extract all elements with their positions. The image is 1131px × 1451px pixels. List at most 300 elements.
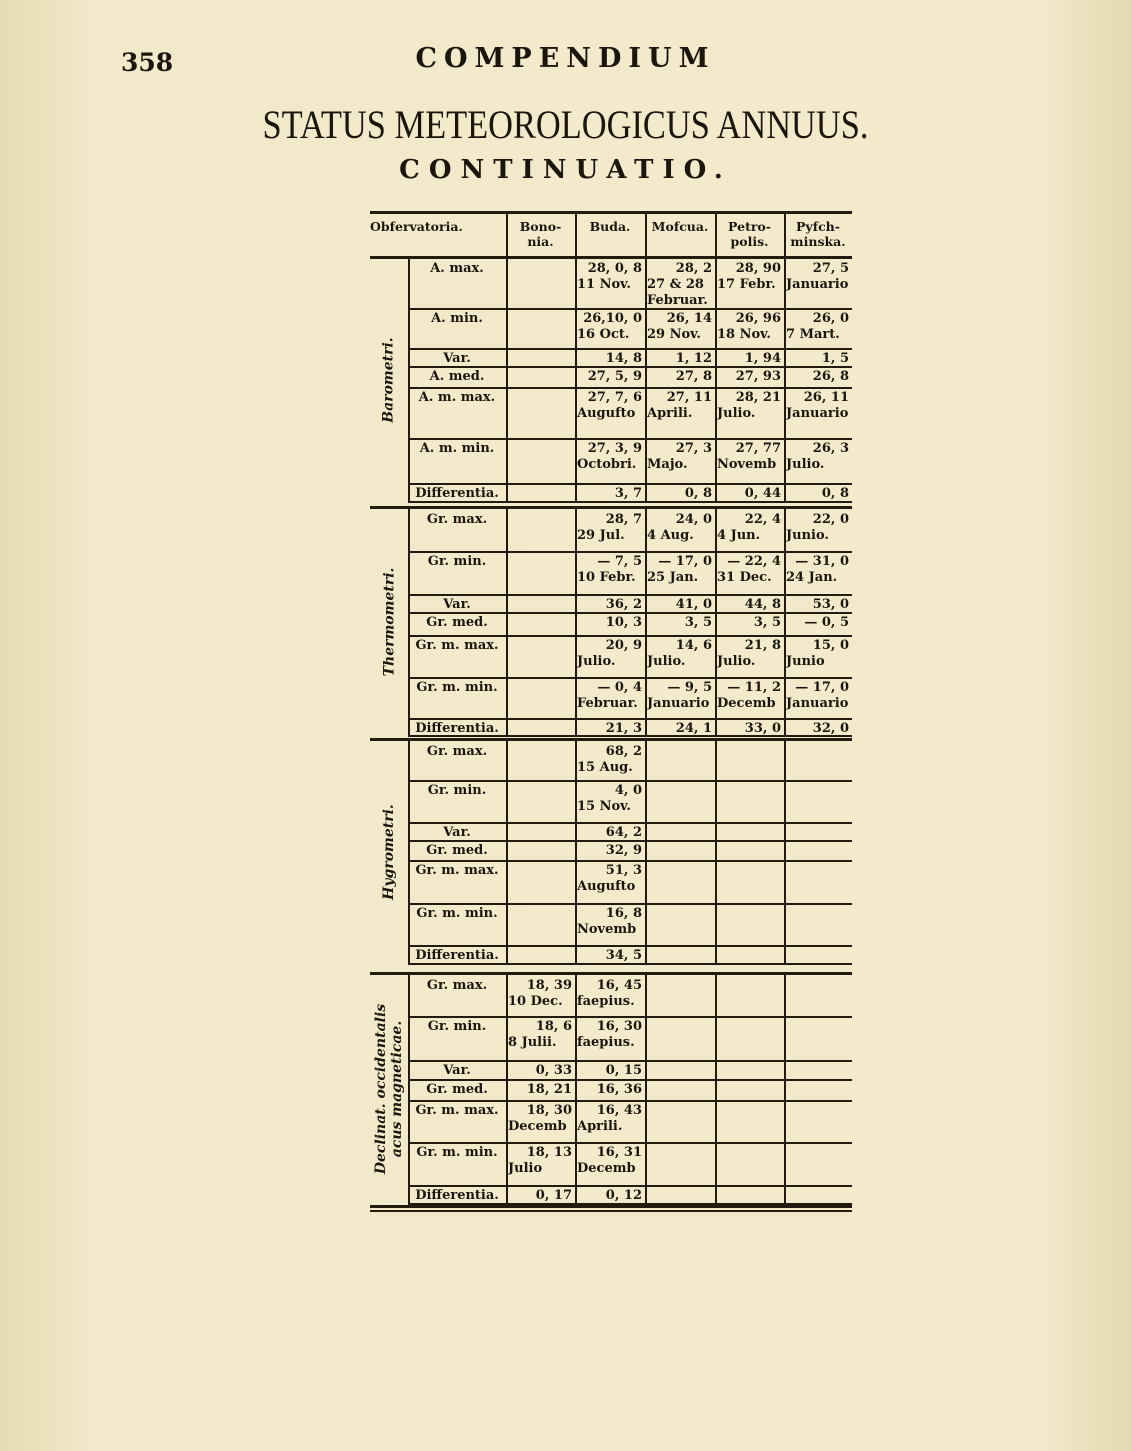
cell-value: 28, 21 — [735, 390, 781, 405]
row-label: Differentia. — [415, 1188, 499, 1203]
cell-date: Junio — [786, 654, 825, 669]
row-label: Gr. min. — [427, 1019, 487, 1034]
cell-date: 17 Febr. — [717, 277, 776, 292]
cell-date: Octobri. — [577, 457, 637, 472]
row-label: Differentia. — [415, 486, 499, 501]
cell-value: 16, 45 — [596, 978, 642, 993]
row-rule — [408, 903, 852, 905]
row-rule — [408, 677, 852, 679]
value-cell — [577, 1103, 645, 1135]
cell-value: 24, 1 — [675, 721, 712, 736]
row-rule — [408, 860, 852, 862]
cell-value: 26, 0 — [812, 311, 849, 326]
header-bottom-rule — [370, 256, 852, 259]
row-rule — [408, 1100, 852, 1102]
value-cell — [717, 261, 784, 293]
row-label: A. m. max. — [418, 390, 496, 405]
value-cell — [647, 486, 715, 502]
cell-date: Novemb — [717, 457, 777, 472]
cell-value: 64, 2 — [605, 825, 642, 840]
cell-date: Februar. — [577, 696, 638, 711]
column-separator — [784, 741, 786, 963]
cell-value: — 17, 0 — [795, 680, 849, 695]
section-name-line: acus magneticae. — [389, 1020, 405, 1158]
value-cell — [786, 554, 852, 586]
cell-value: 21, 8 — [744, 638, 781, 653]
row-rule — [408, 822, 852, 824]
cell-value: 0, 15 — [605, 1063, 642, 1078]
section-name-text — [381, 568, 397, 677]
cell-value: 3, 5 — [684, 615, 712, 630]
cell-value: 18, 21 — [526, 1082, 572, 1097]
cell-value: 27, 11 — [666, 390, 712, 405]
cell-value: 18, 13 — [526, 1145, 572, 1160]
section-name — [370, 509, 408, 735]
value-cell — [577, 680, 645, 712]
header-column-line: Bono- — [519, 219, 562, 234]
column-separator — [715, 741, 717, 963]
cell-value: 27, 8 — [675, 369, 712, 384]
cell-value: 22, 4 — [744, 512, 781, 527]
value-cell — [577, 783, 645, 815]
cell-value: 26, 96 — [735, 311, 781, 326]
value-cell — [577, 1063, 645, 1079]
cell-date: 8 Julii. — [508, 1035, 557, 1050]
cell-date: Augufto — [577, 879, 636, 894]
cell-date: 27 & 28 — [647, 277, 704, 292]
value-cell — [577, 1145, 645, 1177]
header-column-1 — [575, 219, 645, 234]
cell-value: — 9, 5 — [667, 680, 712, 695]
row-rule — [408, 780, 852, 782]
cell-value: 0, 33 — [535, 1063, 572, 1078]
section-rule — [370, 972, 852, 975]
section-name — [370, 258, 408, 501]
value-cell — [647, 597, 715, 613]
row-rule — [408, 718, 852, 720]
column-separator — [645, 975, 647, 1203]
row-label: Gr. m. max. — [415, 638, 499, 653]
cell-date: 29 Jul. — [577, 528, 625, 543]
cell-date: Decemb — [577, 1161, 636, 1176]
cell-value: 16, 31 — [596, 1145, 642, 1160]
cell-value: — 7, 5 — [597, 554, 642, 569]
row-rule — [408, 1142, 852, 1144]
cell-value: 22, 0 — [812, 512, 849, 527]
section-name-line: Thermometri. — [381, 567, 398, 677]
cell-value: 14, 6 — [675, 638, 712, 653]
value-cell — [717, 680, 784, 712]
row-label: Var. — [443, 1063, 471, 1078]
value-cell — [577, 597, 645, 613]
cell-value: 18, 30 — [526, 1103, 572, 1118]
cell-date: faepius. — [577, 994, 635, 1009]
row-label: Gr. med. — [426, 843, 488, 858]
header-column-0 — [506, 219, 575, 249]
cell-value: 36, 2 — [605, 597, 642, 612]
value-cell — [577, 825, 645, 841]
header-column-2 — [645, 219, 715, 234]
value-cell — [647, 638, 715, 670]
row-label: A. min. — [431, 311, 483, 326]
section-rule — [370, 738, 852, 741]
column-separator — [784, 975, 786, 1203]
cell-date: 25 Jan. — [647, 570, 699, 585]
value-cell — [786, 390, 852, 422]
value-cell — [577, 351, 645, 367]
row-label: Gr. m. max. — [415, 863, 499, 878]
cell-value: 26,10, 0 — [583, 311, 642, 326]
cell-value: 27, 7, 6 — [587, 390, 642, 405]
section-name-line: Hygrometri. — [381, 804, 397, 900]
value-cell — [786, 311, 852, 343]
cell-value: 14, 8 — [605, 351, 642, 366]
value-cell — [717, 351, 784, 367]
page-subtitle: CONTINUATIO. — [399, 155, 732, 185]
page-number: 358 — [121, 48, 174, 77]
cell-value: 26, 14 — [666, 311, 712, 326]
value-cell — [577, 1082, 645, 1098]
cell-date: 18 Nov. — [717, 327, 771, 342]
value-cell — [577, 948, 645, 964]
cell-date: 7 Mart. — [786, 327, 840, 342]
header-column-line: Mofcua. — [651, 219, 709, 234]
row-label: Gr. min. — [427, 554, 487, 569]
row-label: Gr. max. — [426, 978, 488, 993]
cell-value: 18, 39 — [526, 978, 572, 993]
value-cell — [647, 311, 715, 343]
value-cell — [577, 1019, 645, 1051]
value-cell — [647, 512, 715, 544]
cell-value: 3, 7 — [614, 486, 642, 501]
row-rule — [408, 551, 852, 553]
value-cell — [577, 390, 645, 422]
value-cell — [786, 369, 852, 385]
header-separator — [506, 213, 508, 256]
value-cell — [508, 1082, 575, 1098]
cell-date: faepius. — [577, 1035, 635, 1050]
value-cell — [508, 1019, 575, 1051]
value-cell — [717, 390, 784, 422]
cell-value: 68, 2 — [605, 744, 642, 759]
column-separator — [645, 741, 647, 963]
cell-value: 27, 5 — [812, 261, 849, 276]
value-cell — [717, 512, 784, 544]
value-cell — [577, 906, 645, 938]
cell-date: Julio. — [717, 654, 756, 669]
header-column-line: Petro- — [728, 219, 771, 234]
cell-date: 10 Dec. — [508, 994, 563, 1009]
header-separator — [645, 213, 647, 256]
cell-date: Augufto — [577, 406, 636, 421]
cell-date: Decemb — [717, 696, 776, 711]
value-cell — [577, 721, 645, 737]
header-column-line: Buda. — [589, 219, 631, 234]
row-rule — [408, 1016, 852, 1018]
cell-date: Aprili. — [577, 1119, 623, 1134]
cell-value: 24, 0 — [675, 512, 712, 527]
header-column-3 — [715, 219, 784, 249]
value-cell — [647, 441, 715, 473]
cell-value: 51, 3 — [605, 863, 642, 878]
cell-value: 41, 0 — [675, 597, 712, 612]
cell-value: 16, 8 — [605, 906, 642, 921]
cell-date: Majo. — [647, 457, 688, 472]
cell-value: — 0, 5 — [804, 615, 849, 630]
value-cell — [577, 863, 645, 895]
cell-date: Julio. — [786, 457, 825, 472]
value-cell — [717, 721, 784, 737]
row-rule — [408, 348, 852, 350]
cell-date: Januario — [786, 696, 849, 711]
row-label: Gr. m. min. — [416, 680, 498, 695]
value-cell — [577, 744, 645, 776]
value-cell — [717, 441, 784, 473]
cell-value: — 11, 2 — [727, 680, 781, 695]
cell-date: Novemb — [577, 922, 637, 937]
header-separator — [784, 213, 786, 256]
cell-value: 16, 43 — [596, 1103, 642, 1118]
cell-value: 28, 7 — [605, 512, 642, 527]
cell-value: 53, 0 — [812, 597, 849, 612]
value-cell — [717, 638, 784, 670]
cell-value: 44, 8 — [744, 597, 781, 612]
cell-value: 20, 9 — [605, 638, 642, 653]
cell-value: 26, 3 — [812, 441, 849, 456]
header-column-line: minska. — [790, 234, 846, 249]
value-cell — [786, 261, 852, 293]
row-label: A. med. — [429, 369, 485, 384]
section-name-line: Barometri. — [381, 336, 397, 423]
meteorological-table — [370, 211, 852, 1215]
cell-value: 21, 3 — [605, 721, 642, 736]
value-cell — [577, 554, 645, 586]
value-cell — [577, 261, 645, 293]
cell-date: Januario — [647, 696, 710, 711]
cell-value: 27, 93 — [735, 369, 781, 384]
value-cell — [786, 486, 852, 502]
value-cell — [717, 369, 784, 385]
value-cell — [786, 441, 852, 473]
value-cell — [647, 369, 715, 385]
cell-value: 0, 17 — [535, 1188, 572, 1203]
value-cell — [577, 978, 645, 1010]
cell-value: 33, 0 — [744, 721, 781, 736]
row-label: Gr. max. — [426, 744, 488, 759]
cell-date: 31 Dec. — [717, 570, 772, 585]
header-separator — [575, 213, 577, 256]
row-rule — [408, 1060, 852, 1062]
header-column-line: Pyfch- — [796, 219, 840, 234]
row-label: Var. — [443, 825, 471, 840]
value-cell — [717, 597, 784, 613]
column-separator — [506, 509, 508, 735]
header-observatoria: Obfervatoria. — [370, 219, 463, 234]
cell-value: — 0, 4 — [597, 680, 642, 695]
row-label: A. m. min. — [419, 441, 495, 456]
row-rule — [408, 635, 852, 637]
cell-value: — 31, 0 — [795, 554, 849, 569]
row-label: Gr. med. — [426, 1082, 488, 1097]
row-rule — [408, 1079, 852, 1081]
row-label: Gr. min. — [427, 783, 487, 798]
value-cell — [786, 721, 852, 737]
cell-date: 16 Oct. — [577, 327, 630, 342]
cell-value: 0, 44 — [744, 486, 781, 501]
value-cell — [508, 1063, 575, 1079]
row-rule — [408, 483, 852, 485]
cell-date: Julio. — [577, 654, 616, 669]
value-cell — [577, 311, 645, 343]
section-name — [370, 975, 408, 1203]
cell-value: 1, 94 — [744, 351, 781, 366]
value-cell — [786, 597, 852, 613]
value-cell — [717, 615, 784, 631]
cell-value: 32, 0 — [812, 721, 849, 736]
cell-date: Julio. — [717, 406, 756, 421]
value-cell — [786, 680, 852, 712]
cell-value: 28, 90 — [735, 261, 781, 276]
section-name-line: Declinat. occidentalis — [373, 1003, 389, 1175]
value-cell — [786, 351, 852, 367]
cell-value: 27, 77 — [735, 441, 781, 456]
row-rule — [408, 1185, 852, 1187]
cell-value: 32, 9 — [605, 843, 642, 858]
cell-value: 4, 0 — [614, 783, 642, 798]
cell-value: 3, 5 — [753, 615, 781, 630]
cell-value: 34, 5 — [605, 948, 642, 963]
section-name-text — [373, 1004, 405, 1174]
row-label: Gr. max. — [426, 512, 488, 527]
header-column-line: polis. — [730, 234, 769, 249]
value-cell — [577, 486, 645, 502]
header-column-line: nia. — [527, 234, 554, 249]
header-separator — [715, 213, 717, 256]
value-cell — [577, 1188, 645, 1204]
cell-value: 26, 8 — [812, 369, 849, 384]
section-name — [370, 741, 408, 963]
cell-date: Januario — [786, 406, 849, 421]
value-cell — [786, 615, 852, 631]
value-cell — [647, 351, 715, 367]
value-cell — [577, 638, 645, 670]
value-cell — [508, 1103, 575, 1135]
value-cell — [647, 615, 715, 631]
row-label: Differentia. — [415, 948, 499, 963]
value-cell — [786, 638, 852, 670]
cell-value: — 22, 4 — [727, 554, 781, 569]
value-cell — [577, 369, 645, 385]
cell-value: 16, 36 — [596, 1082, 642, 1097]
value-cell — [647, 721, 715, 737]
column-separator — [506, 258, 508, 501]
section-name-text — [381, 804, 397, 900]
cell-date: 15 Nov. — [577, 799, 631, 814]
row-label: A. max. — [430, 261, 484, 276]
cell-date: 4 Aug. — [647, 528, 694, 543]
cell-date: Aprili. — [647, 406, 693, 421]
cell-date: Decemb — [508, 1119, 567, 1134]
section-rule — [370, 506, 852, 509]
value-cell — [577, 615, 645, 631]
cell-date: Februar. — [647, 293, 708, 308]
cell-date: 15 Aug. — [577, 760, 633, 775]
cell-date: 24 Jan. — [786, 570, 838, 585]
cell-value: 18, 6 — [535, 1019, 572, 1034]
value-cell — [647, 554, 715, 586]
table-bottom-rule — [370, 1205, 852, 1208]
running-title: COMPENDIUM — [415, 43, 716, 74]
column-separator — [715, 975, 717, 1203]
cell-value: — 17, 0 — [658, 554, 712, 569]
cell-value: 27, 3, 9 — [587, 441, 642, 456]
row-label: Gr. m. min. — [416, 906, 498, 921]
row-label: Gr. med. — [426, 615, 488, 630]
cell-value: 1, 5 — [821, 351, 849, 366]
row-rule — [408, 438, 852, 440]
table-top-rule — [370, 211, 852, 214]
value-cell — [577, 512, 645, 544]
cell-value: 27, 5, 9 — [587, 369, 642, 384]
value-cell — [647, 261, 715, 309]
cell-date: 11 Nov. — [577, 277, 631, 292]
cell-date: Julio — [508, 1161, 543, 1176]
value-cell — [647, 390, 715, 422]
cell-date: 4 Jun. — [717, 528, 761, 543]
row-label: Gr. m. max. — [415, 1103, 499, 1118]
row-label: Differentia. — [415, 721, 499, 736]
page-title: STATUS METEOROLOGICUS ANNUUS. — [262, 102, 869, 147]
cell-date: 10 Febr. — [577, 570, 636, 585]
section-name-text — [381, 337, 397, 422]
value-cell — [647, 680, 715, 712]
column-separator — [506, 741, 508, 963]
row-rule — [408, 387, 852, 389]
value-cell — [577, 441, 645, 473]
value-cell — [508, 1188, 575, 1204]
row-rule — [408, 594, 852, 596]
header-column-4 — [784, 219, 852, 249]
cell-value: 27, 3 — [675, 441, 712, 456]
value-cell — [717, 311, 784, 343]
table-bottom-rule-2 — [370, 1210, 852, 1212]
row-label: Gr. m. min. — [416, 1145, 498, 1160]
cell-value: 10, 3 — [605, 615, 642, 630]
row-label: Var. — [443, 597, 471, 612]
cell-value: 1, 12 — [675, 351, 712, 366]
cell-value: 28, 2 — [675, 261, 712, 276]
row-rule — [408, 945, 852, 947]
value-cell — [508, 1145, 575, 1177]
cell-date: 29 Nov. — [647, 327, 701, 342]
row-rule — [408, 308, 852, 310]
cell-value: 0, 8 — [821, 486, 849, 501]
cell-value: 0, 12 — [605, 1188, 642, 1203]
cell-value: 26, 11 — [803, 390, 849, 405]
value-cell — [577, 843, 645, 859]
cell-value: 28, 0, 8 — [587, 261, 642, 276]
cell-date: Januario — [786, 277, 849, 292]
cell-value: 16, 30 — [596, 1019, 642, 1034]
value-cell — [717, 486, 784, 502]
value-cell — [508, 978, 575, 1010]
row-label: Var. — [443, 351, 471, 366]
cell-value: 15, 0 — [812, 638, 849, 653]
cell-date: Junio. — [786, 528, 829, 543]
value-cell — [717, 554, 784, 586]
cell-date: Julio. — [647, 654, 686, 669]
value-cell — [786, 512, 852, 544]
